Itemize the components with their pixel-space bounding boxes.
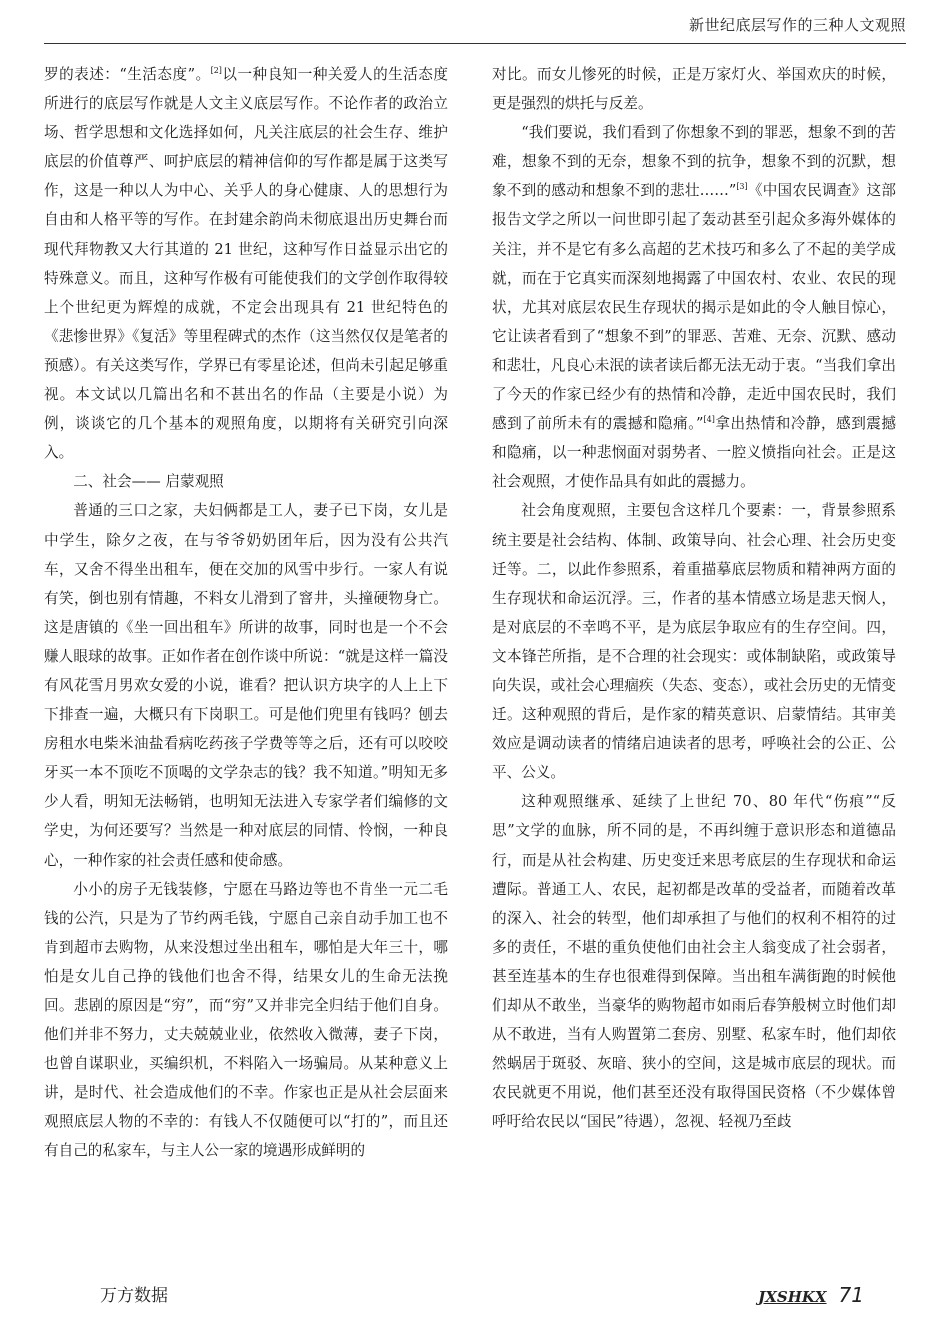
- right-column: [492, 60, 896, 1136]
- header-rule: [44, 43, 906, 44]
- citation-ref: [2]: [210, 66, 222, 75]
- paragraph: 普通的三口之家，夫妇俩都是工人，妻子已下岗，女儿是中学生，除夕之夜，在与爷爷奶奶团年后，因为没有公共汽车，又舍不得坐出租车，便在交加的风雪中步行。一家人有说有笑，倒也别有情趣，不料女儿滑到了窨井，头撞硬物身亡。这是唐镇的《坐一回出租车》所讲的故事，同时也是一个不会赚人眼球的故事。正如作者在创作谈中所说：“就是这样一篇没有风花雪月男欢女爱的小说，谁看？把认识方块字的人上上下下排查一遍，大概只有下岗职工。可是他们兜里有钱吗？刨去房租水电柴米油盐看病吃药孩子学费等等之后，还有可以咬咬牙买一本不顶吃不顶喝的文学杂志的钱？我不知道。”明知无多少人看，明知无法畅销，也明知无法进入专家学者们编修的文学史，为何还要写？当然是一种对底层的同情、怜悯，一种良心，一种作家的社会责任感和使命感。: [44, 502, 448, 869]
- page-footer: [758, 1283, 864, 1307]
- paragraph-text: “我们要说，我们看到了你想象不到的罪恶，想象不到的苦难，想象不到的无奈，想象不到的抗争，想象不到的沉默，想象不到的感动和想象不到的悲壮……”: [492, 124, 896, 200]
- paragraph-text: 拿出热情和冷静，感到震撼和隐痛，以一种悲悯面对弱势者、一腔义愤指向社会。正是这社会观照，才使作品具有如此的震撼力。: [492, 415, 896, 491]
- paragraph-text: 《中国农民调查》这部报告文学之所以一问世即引起了轰动甚至引起众多海外媒体的关注，并不是它有多么高超的艺术技巧和多么了不起的美学成就，而在于它真实而深刻地揭露了中国农村、农业、农民的现状，尤其对底层农民生存现状的揭示是如此的令人触目惊心，它让读者看到了“想象不到”的罪恶、苦难、无奈、沉默、感动和悲壮，凡良心未泯的读者读后都无法无动于衷。“当我们拿出了今天的作家已经少有的热情和冷静，走近中国农民时，我们感到了前所未有的震撼和隐痛。”: [492, 182, 896, 433]
- journal-code: JXSHKX: [758, 1288, 827, 1306]
- paragraph: 这种观照继承、延续了上世纪 70、80 年代“伤痕”“反思”文学的血脉，所不同的是，不再纠缠于意识形态和道德品行，而是从社会构建、历史变迁来思考底层的生存现状和命运遭际。普通工人、农民，起初都是改革的受益者，而随着改革的深入、社会的转型，他们却承担了与他们的权利不相符的过多的责任，不堪的重负使他们由社会主人翁变成了社会弱者，甚至连基本的生存也很难得到保障。当出租车满街跑的时候他们却从不敢坐，当豪华的购物超市如雨后春笋般树立时他们却从不敢进，当有人购置第二套房、别墅、私家车时，他们却依然蜗居于斑驳、灰暗、狭小的空间，这是城市底层的现状。而农民就更不用说，他们甚至还没有取得国民资格（不少媒体曾呼吁给农民以“国民”待遇），忽视、轻视乃至歧: [492, 793, 896, 1131]
- left-column: [44, 60, 448, 1166]
- citation-ref: [4]: [703, 415, 715, 425]
- watermark-text: 万方数据: [100, 1286, 168, 1306]
- paragraph: [492, 118, 896, 496]
- citation-ref: [3]: [736, 182, 748, 192]
- paragraph-text: 以一种良知一种关爱人的生活态度所进行的底层写作就是人文主义底层写作。不论作者的政治立场、哲学思想和文化选择如何，凡关注底层的社会生存、维护底层的价值尊严、呵护底层的精神信仰的写作都是属于这类写作，这是一种以人为中心、关乎人的身心健康、人的思想行为自由和人格平等的写作。在封建余韵尚未彻底退出历史舞台而现代拜物教又大行其道的 21 世纪，这种写作日益显示出它的特殊意义。而且，这种写作极有可能使我们的文学创作取得较上个世纪更为辉煌的成就，不定会出现具有 21 世纪特色的《悲惨世界》《复活》等里程碑式的杰作（这当然仅仅是笔者的预感）。有关这类写作，学界已有零星论述，但尚未引起足够重视。本文试以几篇出名和不甚出名的作品（主要是小说）为例，谈谈它的几个基本的观照角度，以期将有关研究引向深入。: [44, 66, 448, 462]
- paragraph-text: 罗的表述：“生活态度”。: [44, 66, 211, 83]
- paragraph: 对比。而女儿惨死的时候，正是万家灯火、举国欢庆的时候，更是强烈的烘托与反差。: [492, 66, 896, 113]
- section-heading: 二、社会—— 启蒙观照: [73, 473, 224, 491]
- page-number: 71: [838, 1283, 864, 1307]
- paragraph: 小小的房子无钱装修，宁愿在马路边等也不肯坐一元二毛钱的公汽，只是为了节约两毛钱，宁愿自己亲自动手加工也不肯到超市去购物，从来没想过坐出租车，哪怕是大年三十，哪怕是女儿自己挣的钱他们也舍不得，结果女儿的生命无法挽回。悲剧的原因是“穷”，而“穷”又并非完全归结于他们自身。他们并非不努力，丈夫兢兢业业，依然收入微薄，妻子下岗，也曾自谋职业，买编织机，不料陷入一场骗局。从某种意义上讲，是时代、社会造成他们的不幸。作家也正是从社会层面来观照底层人物的不幸的：有钱人不仅随便可以“打的”，而且还有自己的私家车，与主人公一家的境遇形成鲜明的: [44, 880, 448, 1160]
- paragraph: 社会角度观照，主要包含这样几个要素：一，背景参照系统主要是社会结构、体制、政策导向、社会心理、社会历史变迁等。二，以此作参照系，着重描摹底层物质和精神两方面的生存现状和命运沉浮。三，作者的基本情感立场是悲天悯人，是对底层的不幸鸣不平，是为底层争取应有的生存空间。四，文本锋芒所指，是不合理的社会现实：或体制缺陷，或政策导向失误，或社会心理痼疾（失态、变态），或社会历史的无情变迁。这种观照的背后，是作家的精英意识、启蒙情结。其审美效应是调动读者的情绪启迪读者的思考，呼唤社会的公正、公平、公义。: [492, 502, 896, 782]
- paragraph: [44, 60, 448, 467]
- running-head-title: 新世纪底层写作的三种人文观照: [688, 16, 906, 34]
